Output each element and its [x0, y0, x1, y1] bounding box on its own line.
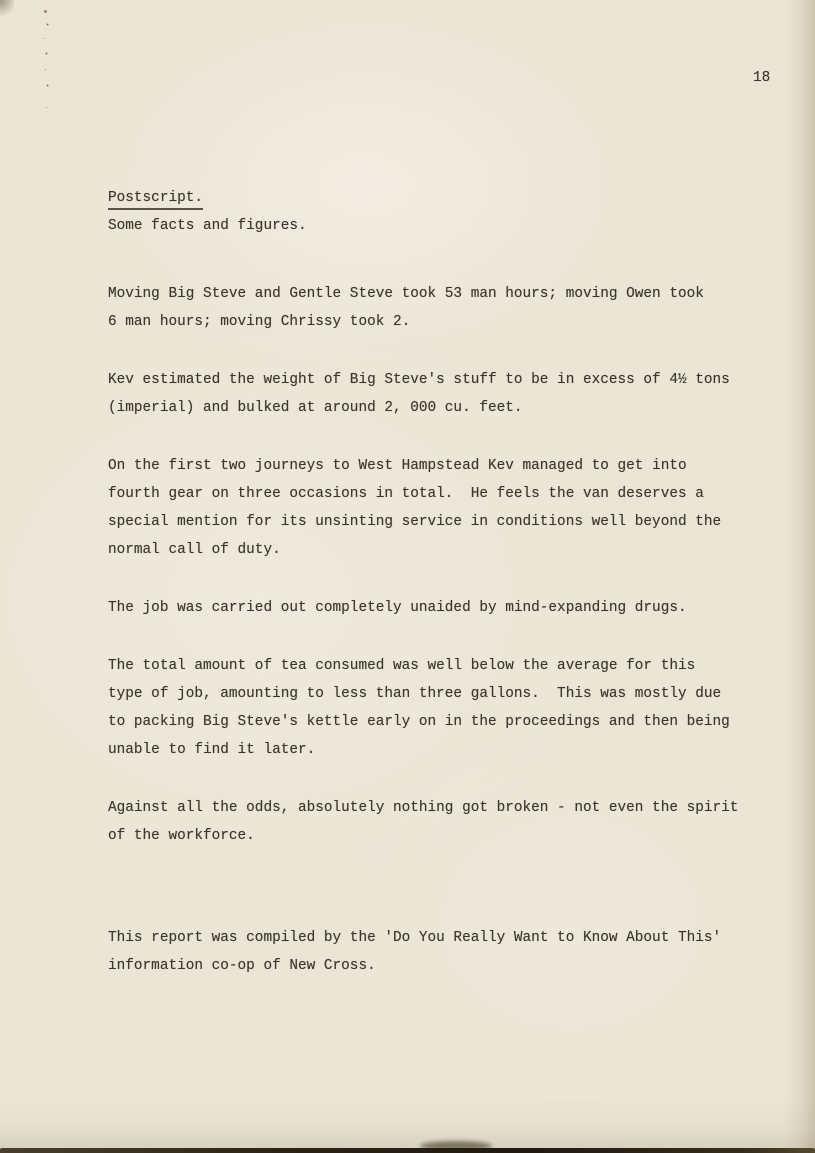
paragraph-line: This report was compiled by the 'Do You Really Want to Know About This': [108, 930, 722, 946]
paragraph-man-hours: [108, 280, 748, 336]
paragraph-credits: [108, 924, 748, 980]
paragraph-line: (imperial) and bulked at around 2, 000 cu. feet.: [108, 400, 523, 416]
paragraph-line: On the first two journeys to West Hampstead Kev managed to get into: [108, 458, 687, 474]
paragraph-line: type of job, amounting to less than three gallons. This was mostly due: [108, 686, 722, 702]
paragraph-nothing-broken: [108, 794, 748, 850]
ink-specks: [44, 10, 47, 13]
paragraph-line: Against all the odds, absolutely nothing got broken - not even the spirit: [108, 800, 739, 816]
paragraph-line: to packing Big Steve's kettle early on in the proceedings and then being: [108, 714, 730, 730]
postscript-heading: Postscript.: [108, 190, 203, 210]
paragraph-drugs: [108, 594, 748, 622]
scan-edge-strip: [0, 1148, 815, 1153]
paragraph-tea: [108, 652, 748, 764]
paragraph-line: The job was carried out completely unaided by mind-expanding drugs.: [108, 600, 687, 616]
paragraph-line: Kev estimated the weight of Big Steve's stuff to be in excess of 4½ tons: [108, 372, 730, 388]
paragraph-line: fourth gear on three occasions in total. He feels the van deserves a: [108, 486, 704, 502]
paragraph-line: information co-op of New Cross.: [108, 958, 376, 974]
paragraph-line: of the workforce.: [108, 828, 255, 844]
page-content: [108, 184, 748, 1010]
page-number: 18: [753, 70, 771, 86]
paragraph-line: unable to find it later.: [108, 742, 316, 758]
scan-edge-shadow-right: [785, 0, 815, 1153]
paragraph-weight: [108, 366, 748, 422]
paragraph-line: Moving Big Steve and Gentle Steve took 53 man hours; moving Owen took: [108, 286, 704, 302]
paragraph-line: 6 man hours; moving Chrissy took 2.: [108, 314, 411, 330]
heading-line: [108, 184, 748, 212]
paragraph-line: The total amount of tea consumed was well below the average for this: [108, 658, 696, 674]
paragraph-line: normal call of duty.: [108, 542, 281, 558]
paragraph-line: special mention for its unsinting service in conditions well beyond the: [108, 514, 722, 530]
paragraph-journeys: [108, 452, 748, 564]
postscript-header: [108, 184, 748, 240]
corner-smudge: [0, 0, 14, 18]
scan-edge-shadow-bottom: [0, 1097, 815, 1153]
heading-subtitle: Some facts and figures.: [108, 218, 307, 234]
